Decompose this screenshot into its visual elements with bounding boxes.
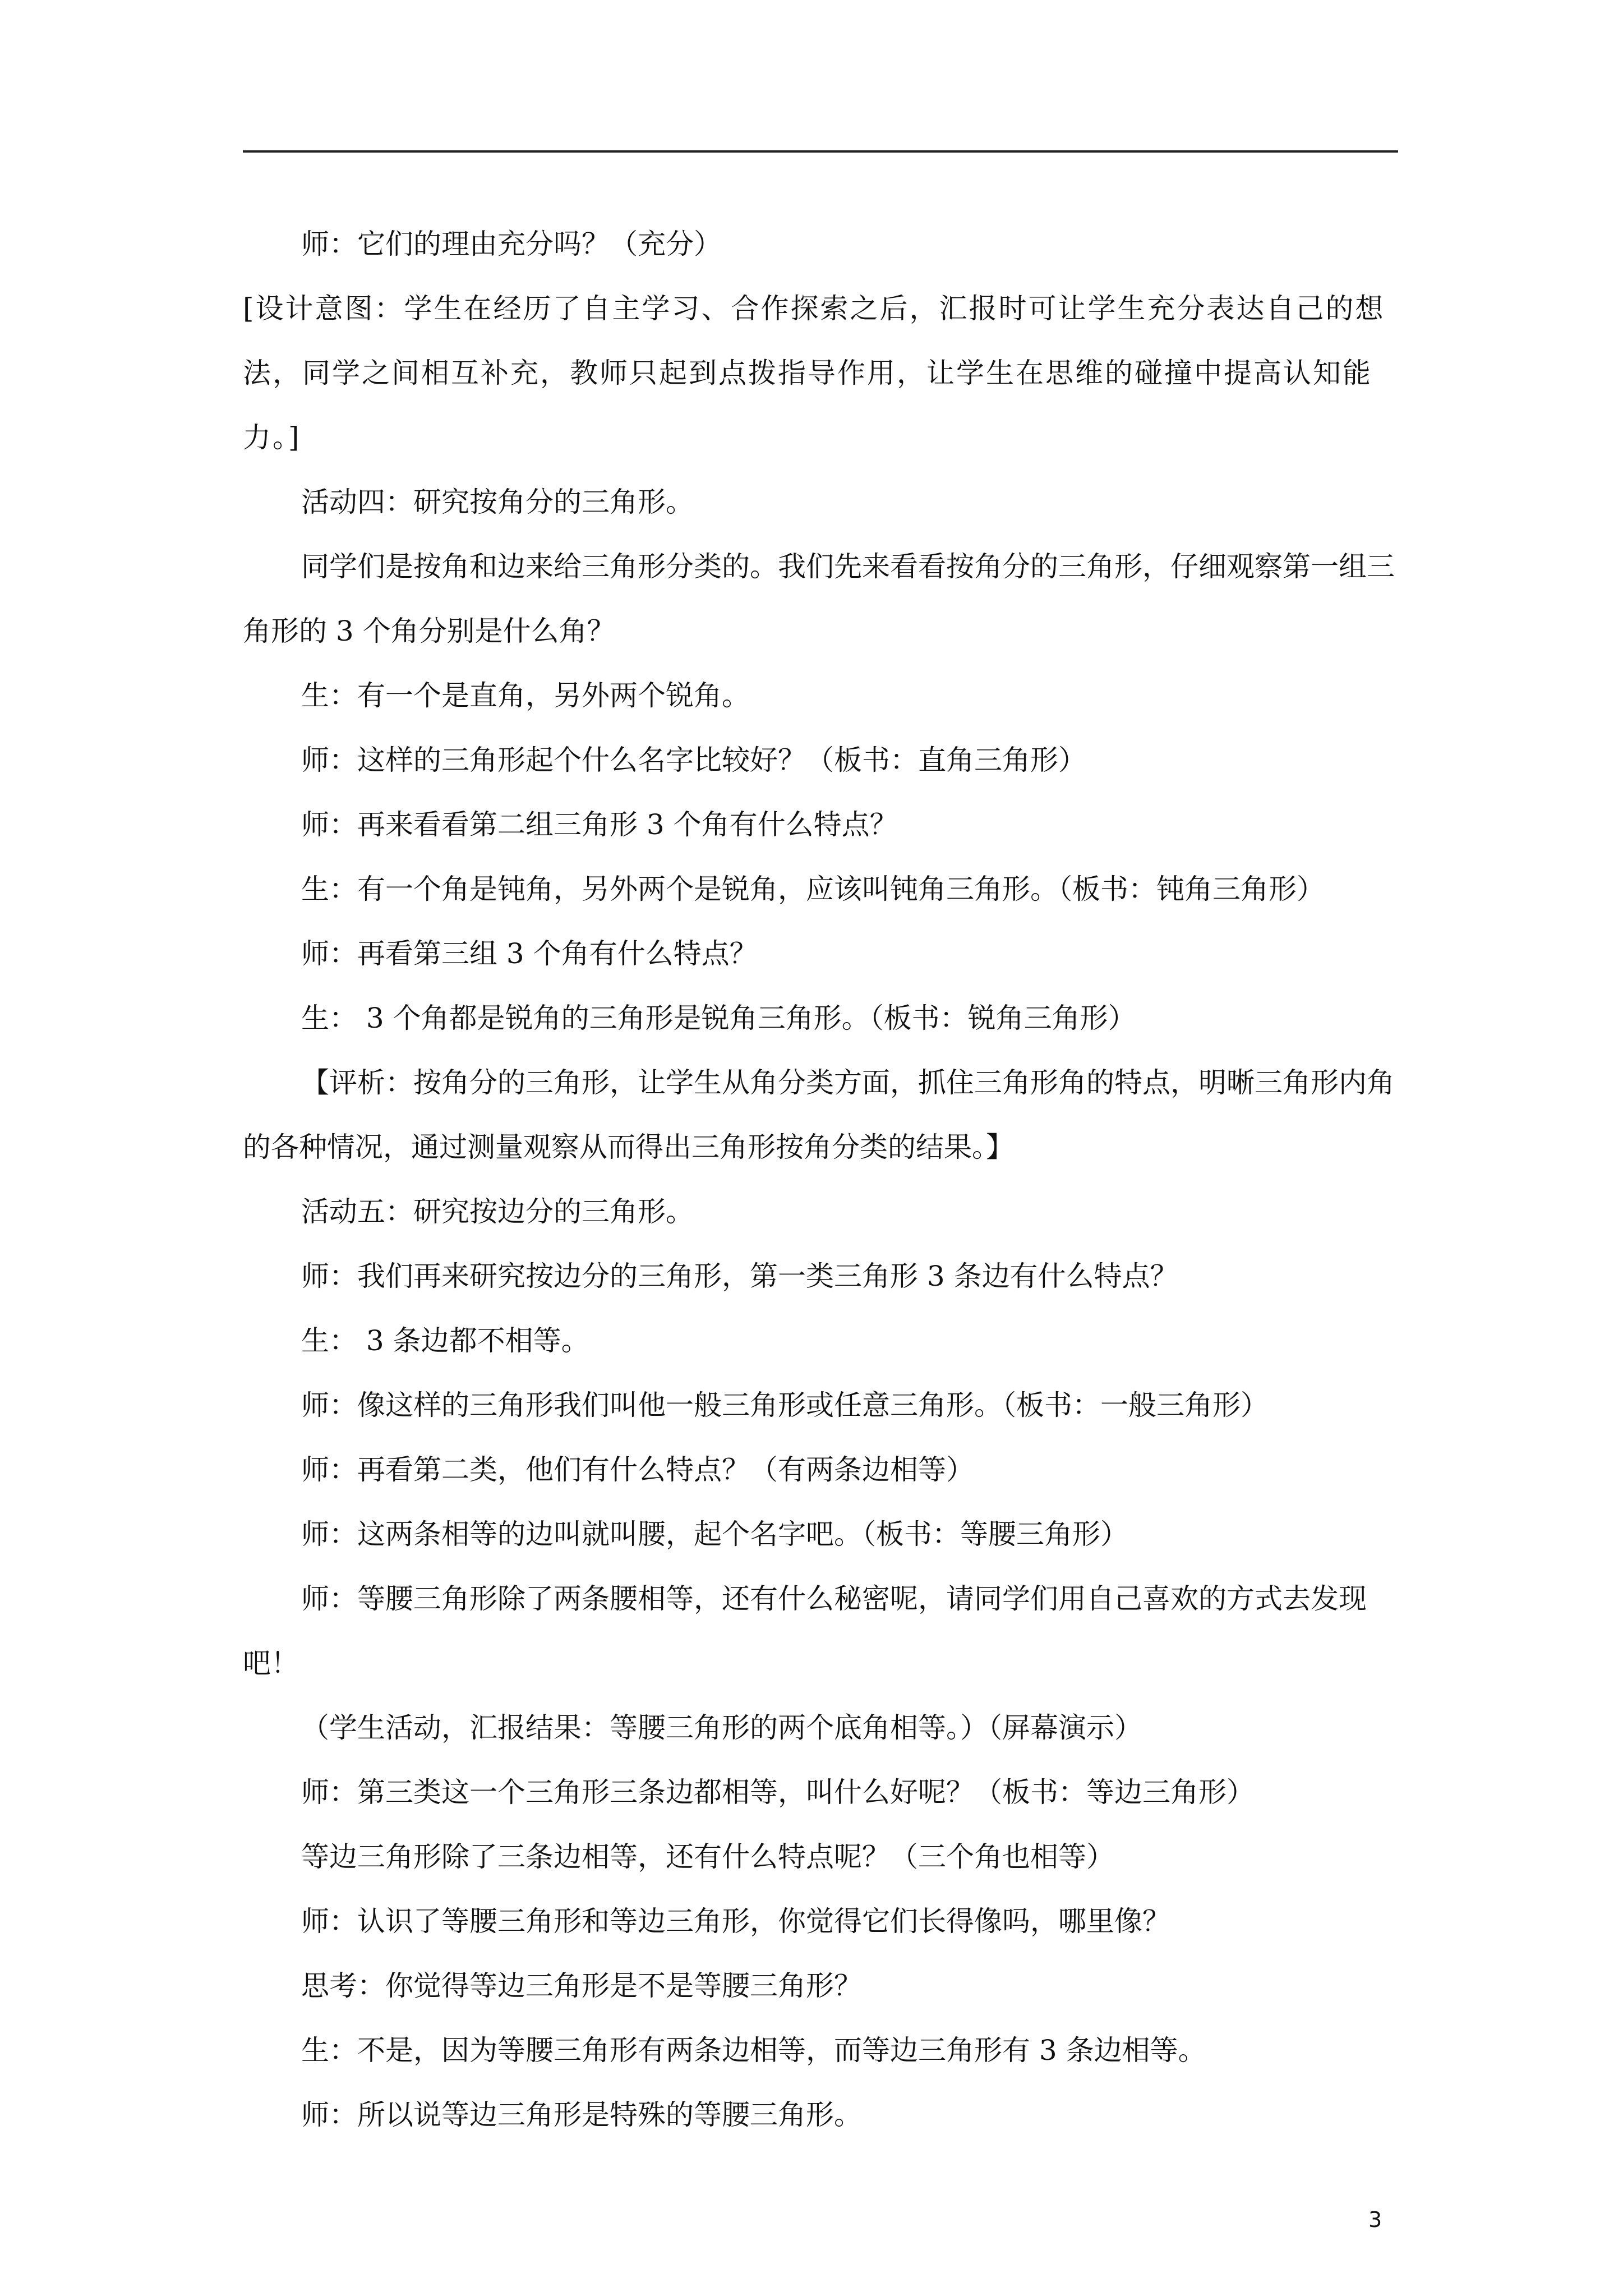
paragraph-design-intent: [设计意图：学生在经历了自主学习、合作探索之后，汇报时可让学生充分表达自己的想法，同学之间相互补充，教师只起到点拨指导作用，让学生在思维的碰撞中提高认知能力。] xyxy=(243,292,1385,454)
paragraph-student-right-angle: 生：有一个是直角，另外两个锐角。 xyxy=(301,679,750,712)
header-rule xyxy=(243,150,1398,153)
document-body xyxy=(243,212,1398,2147)
paragraph-student-obtuse: 生：有一个角是钝角，另外两个是锐角，应该叫钝角三角形。（板书：钝角三角形） xyxy=(301,873,1325,905)
paragraph-teacher-isosceles: 师：这两条相等的边叫就叫腰，起个名字吧。（板书：等腰三角形） xyxy=(301,1518,1128,1550)
paragraph-commentary-angles: 【评析：按角分的三角形，让学生从角分类方面，抓住三角形角的特点，明晰三角形内角的各种情况，通过测量观察从而得出三角形按角分类的结果。】 xyxy=(243,1066,1395,1163)
paragraph-classification-intro: 同学们是按角和边来给三角形分类的。我们先来看看按角分的三角形，仔细观察第一组三角形的 3 个角分别是什么角？ xyxy=(243,550,1395,647)
paragraph-equilateral-features: 等边三角形除了三条边相等，还有什么特点呢？（三个角也相等） xyxy=(301,1841,1114,1873)
paragraph-student-activity: （学生活动，汇报结果：等腰三角形的两个底角相等。）（屏幕演示） xyxy=(301,1711,1142,1744)
paragraph-teacher-comparison: 师：认识了等腰三角形和等边三角形，你觉得它们长得像吗，哪里像？ xyxy=(301,1905,1170,1938)
paragraph-teacher-scalene: 师：像这样的三角形我们叫他一般三角形或任意三角形。（板书：一般三角形） xyxy=(301,1389,1269,1421)
paragraph-teacher-sides-intro: 师：我们再来研究按边分的三角形，第一类三角形 3 条边有什么特点？ xyxy=(301,1260,1178,1292)
paragraph-teacher-question: 师：它们的理由充分吗？（充分） xyxy=(301,228,722,260)
paragraph-activity-five-heading: 活动五：研究按边分的三角形。 xyxy=(301,1195,694,1228)
paragraph-teacher-second-type: 师：再看第二类，他们有什么特点？（有两条边相等） xyxy=(301,1453,974,1486)
paragraph-teacher-third-group: 师：再看第三组 3 个角有什么特点？ xyxy=(301,937,758,970)
paragraph-teacher-isosceles-secret: 师：等腰三角形除了两条腰相等，还有什么秘密呢，请同学们用自己喜欢的方式去发现吧！ xyxy=(243,1582,1367,1680)
paragraph-student-acute: 生： 3 个角都是锐角的三角形是锐角三角形。（板书：锐角三角形） xyxy=(301,1002,1136,1034)
paragraph-teacher-equilateral: 师：第三类这一个三角形三条边都相等，叫什么好呢？（板书：等边三角形） xyxy=(301,1776,1255,1809)
paragraph-teacher-right-triangle: 师：这样的三角形起个什么名字比较好？（板书：直角三角形） xyxy=(301,744,1086,776)
paragraph-student-unequal-sides: 生： 3 条边都不相等。 xyxy=(301,1324,589,1357)
paragraph-activity-four-heading: 活动四：研究按角分的三角形。 xyxy=(301,486,694,518)
paragraph-think-question: 思考：你觉得等边三角形是不是等腰三角形？ xyxy=(301,1970,862,2002)
paragraph-teacher-second-group: 师：再来看看第二组三角形 3 个角有什么特点？ xyxy=(301,808,898,841)
paragraph-student-answer: 生：不是，因为等腰三角形有两条边相等，而等边三角形有 3 条边相等。 xyxy=(301,2034,1206,2067)
page-number: 3 xyxy=(1368,2207,1382,2232)
paragraph-teacher-conclusion: 师：所以说等边三角形是特殊的等腰三角形。 xyxy=(301,2099,862,2131)
